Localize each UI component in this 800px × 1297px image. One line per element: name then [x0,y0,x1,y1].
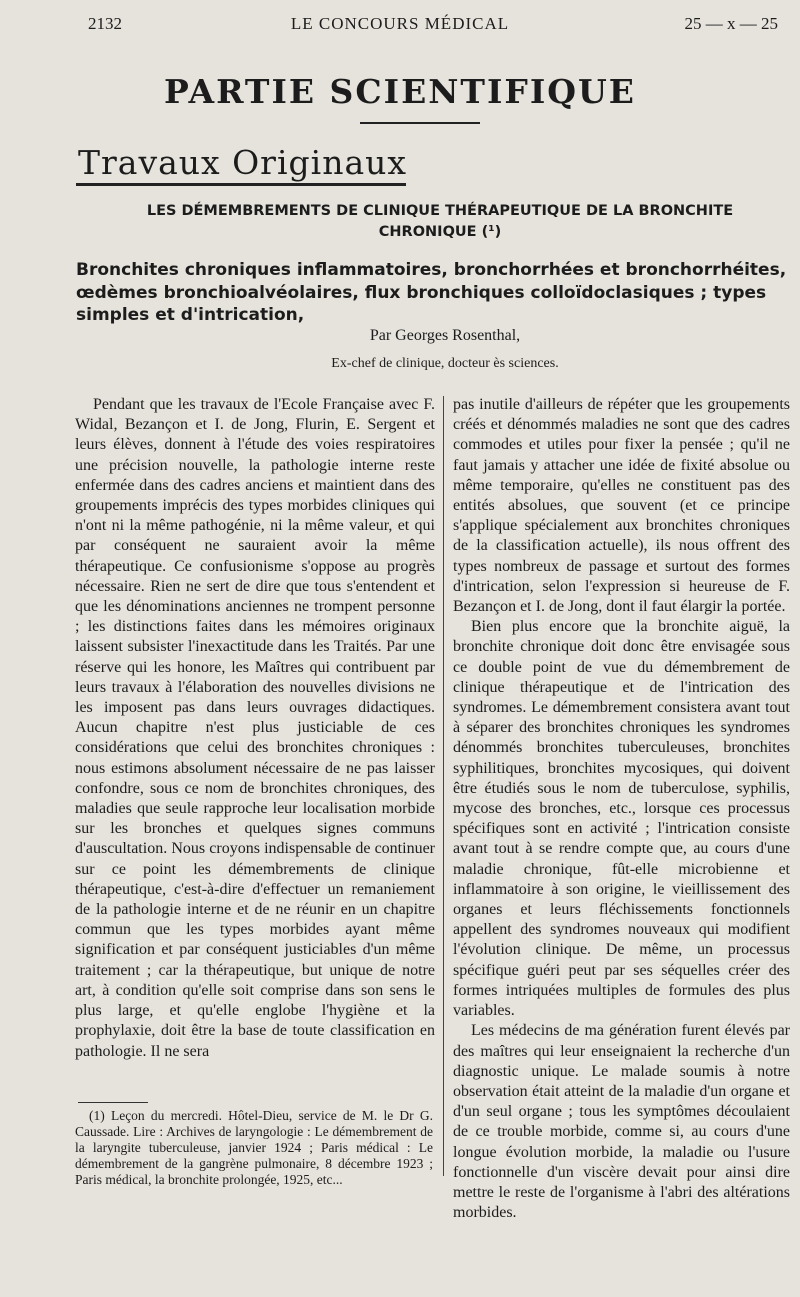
section-title: PARTIE SCIENTIFIQUE [164,72,636,111]
page-number: 2132 [88,14,122,33]
right-column [453,395,790,1223]
article-title: LES DÉMEMBREMENTS DE CLINIQUE THÉRAPEUTIQUE DE LA BRONCHITE CHRONIQUE (¹) [146,203,734,240]
section-rule [360,122,480,124]
paragraph: Pendant que les travaux de l'Ecole Française avec F. Widal, Bezançon et I. de Jong, Flurin, E. Sergent et leurs élèves, donnent à l'étude des voies respiratoires une précision nouvelle, la pathologie interne reste enfermée dans des cadres anciens et maintient dans des groupements imprécis des types morbides cliniques qui n'ont ni la même pathogénie, ni la même valeur, et qui par conséquent ne sauraient avoir la même thérapeutique. Ce confusionisme s'oppose au progrès nécessaire. Rien ne sert de dire que tous s'entendent et que les dénominations anciennes ne trompent personne ; les distinctions faites dans les mémoires originaux laissent subsister l'inexactitude dans les Traités. Par une réserve qui les honore, les Maîtres qui contribuent par leurs travaux à l'élaboration des nouvelles divisions ne les imposent pas dans leurs ouvrages didactiques. Aucun chapitre n'est plus justiciable de ces considérations que celui des bronchites chroniques : nous estimons absolument nécessaire de ne pas laisser confondre, sous ce nom de bronchites chroniques, des maladies que seule rapproche leur localisation morbide sur les bronches et quelques signes communs d'auscultation. Nous croyons indispensable de continuer sur ce point les démembrements de clinique thérapeutique, c'est-à-dire d'effectuer un remaniement de la pathologie interne et de ne réunir en un chapitre commun que les types morbides ayant même signification et par conséquent justiciables d'un même traitement ; car la thérapeutique, but unique de notre art, à condition qu'elle soit comprise dans son sens le plus large, et qu'elle englobe l'hygiène et la prophylaxie, doit être la base de toute classification en pathologie. Il ne sera [75,396,435,1060]
rubric-rule [76,183,406,186]
issue-date: 25 — x — 25 [684,14,778,33]
paragraph: pas inutile d'ailleurs de répéter que les groupements créés et dénommés maladies ne sont que des cadres commodes et utiles pour fixer la pensée ; qu'il ne faut jamais y attacher une idée de fixité absolue ou même temporaire, qu'elles ne constituent pas des entités absolues, que souvent (et ce principe s'applique spécialement aux bronchites chroniques de la classification actuelle), ils nous offrent des types nombreux de passage et surtout des formes d'intrication, selon l'expression si heureuse de F. Bezançon et I. de Jong, dont il faut élargir la portée. [453,396,790,616]
footnote-rule [78,1102,148,1103]
footnote [75,1108,433,1188]
paragraph: Bien plus encore que la bronchite aiguë, la bronchite chronique doit donc être envisagée sous ce double point de vue du démembrement de clinique thérapeutique et de l'intrication des syndromes. Le démembrement consistera avant tout à séparer des bronchites chroniques les syndromes dénommés bronchites tuberculeuses, bronchites syphilitiques, bronchites mycosiques, qui doivent être étudiés sous le nom de tuberculose, syphilis, mycose des bronches, etc., lorsque ces processus spécifiques sont en activité ; l'intrication consiste avant tout à se rendre compte que, au cours d'une maladie chronique, fût-elle microbienne et inflammatoire à son origine, le vieillissement des organes et leurs fléchissements fonctionnels appellent des syndromes nouveaux qui modifient l'évolution clinique. De même, un processus spécifique guéri peut par ses séquelles créer des formes intriquées multiples de formules des plus variables. [453,618,790,1020]
running-head [0,14,800,42]
article-subtitle: Bronchites chroniques inflammatoires, bronchorrhées et bronchorrhéites, œdèmes bronchioalvéolaires, flux bronchiques colloïdoclasiques ; types simples et d'intrication, [76,260,787,325]
left-column [75,395,435,1062]
paragraph: Les médecins de ma génération furent élevés par des maîtres qui leur enseignaient la recherche d'un diagnostic unique. Le malade soumis à notre observation était atteint de la maladie d'un organe et d'un seul organe ; tous les symptômes découlaient de ce trouble morbide, comme si, au cours d'une longue évolution morbide, la maladie ou l'usure fonctionnelle d'un viscère devait pour ainsi dire mettre le reste de l'organisme à l'abri des altérations morbides. [453,1022,790,1222]
rubric-title: Travaux Originaux [78,143,407,182]
column-divider [443,396,444,1176]
journal-title: LE CONCOURS MÉDICAL [290,14,510,33]
footnote-text: (1) Leçon du mercredi. Hôtel-Dieu, service de M. le Dr G. Caussade. Lire : Archives de laryngologie : Le démembrement de la laryngite tuberculeuse, janvier 1924 ; Paris médical : Le démembrement de la gangrène pulmonaire, 8 décembre 1923 ; Paris médical, la bronchite prolongée, 1925, etc... [75,1108,433,1187]
author-byline: Par Georges Rosenthal, [369,327,521,344]
author-affiliation: Ex-chef de clinique, docteur ès sciences. [331,356,559,371]
